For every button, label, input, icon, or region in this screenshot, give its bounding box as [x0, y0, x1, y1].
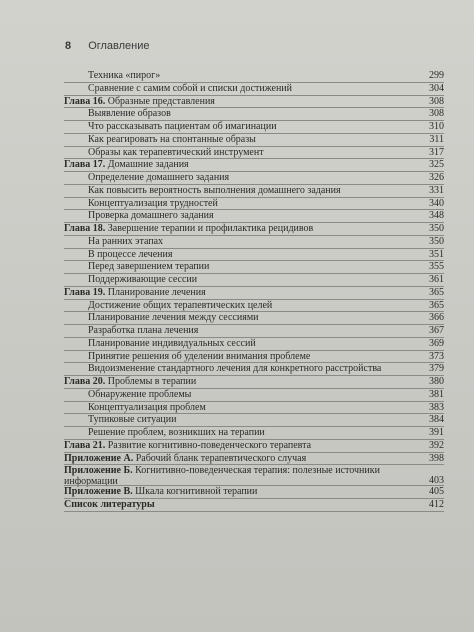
toc-entry-title — [64, 147, 264, 159]
toc-entry-title — [64, 363, 381, 375]
toc-entry-title — [64, 108, 171, 120]
toc-entry-text: Образные представления — [105, 95, 215, 107]
toc-entry-heading: Приложение В. — [64, 486, 133, 498]
toc-entry-text: Выявление образов — [88, 108, 171, 120]
toc-entry-text: Когнитивно-поведенческая терапия: полезные источники информации — [64, 465, 380, 488]
toc-entry-text: Принятие решения об уделении внимания проблеме — [88, 350, 311, 362]
toc-entry — [64, 83, 444, 96]
toc-entry-heading: Глава 21. — [64, 439, 106, 451]
toc-entry-text: Планирование лечения между сессиями — [88, 312, 259, 324]
toc-entry-text: На ранних этапах — [88, 235, 164, 247]
toc-entry-text: Поддерживающие сессии — [88, 274, 198, 285]
toc-entry-page: 373 — [429, 350, 444, 362]
toc-entry-text: Достижение общих терапевтических целей — [88, 299, 273, 311]
toc-entry — [64, 185, 444, 198]
toc-entry-text: Тупиковые ситуации — [88, 414, 177, 426]
toc-entry-title — [64, 376, 196, 388]
toc-entry-page: 310 — [429, 121, 444, 132]
toc-entry — [64, 376, 444, 389]
toc-entry-page: 340 — [429, 197, 444, 209]
toc-entry-page: 367 — [429, 325, 444, 336]
toc-entry-page: 412 — [429, 499, 444, 510]
toc-entry-page: 311 — [429, 133, 444, 145]
toc-entry-page: 304 — [429, 82, 444, 94]
toc-entry-page: 355 — [429, 261, 444, 273]
toc-entry-title — [64, 499, 155, 511]
toc-entry-page: 380 — [429, 376, 444, 387]
toc-entry — [64, 499, 444, 512]
toc-entry-text: Видоизменение стандартного лечения для конкретного расстройства — [88, 363, 382, 375]
toc-entry-text: Развитие когнитивно-поведенческого терапевта — [105, 439, 312, 451]
toc-entry-page: 308 — [429, 108, 444, 120]
toc-entry-heading: Глава 18. — [64, 223, 106, 234]
toc-entry-title — [64, 389, 191, 401]
toc-entry-title — [64, 198, 218, 210]
toc-entry-title — [64, 287, 206, 299]
toc-entry-title — [64, 185, 341, 197]
table-of-contents — [64, 70, 444, 512]
toc-entry — [64, 300, 444, 313]
toc-entry-title — [64, 312, 259, 324]
toc-entry-text: Рабочий бланк терапевтического случая — [133, 452, 307, 464]
toc-entry-page: 391 — [429, 427, 444, 438]
toc-entry — [64, 486, 444, 499]
toc-entry-page: 379 — [429, 363, 444, 375]
toc-entry-title — [64, 172, 229, 184]
toc-entry — [64, 389, 444, 402]
toc-entry-title — [64, 274, 197, 286]
toc-entry — [64, 325, 444, 338]
toc-entry-text: Образы как терапевтический инструмент — [88, 146, 264, 158]
toc-entry-text: Определение домашнего задания — [88, 172, 230, 183]
toc-entry-title — [64, 440, 311, 452]
toc-entry-title — [64, 159, 189, 171]
toc-entry-title — [64, 210, 214, 222]
toc-entry — [64, 147, 444, 160]
toc-entry — [64, 351, 444, 364]
toc-entry-page: 381 — [429, 388, 444, 400]
toc-entry-title — [64, 134, 256, 146]
toc-entry-title — [64, 70, 160, 82]
toc-entry-heading: Приложение Б. — [64, 465, 133, 477]
toc-entry — [64, 261, 444, 274]
toc-entry-text: Концептуализация трудностей — [88, 197, 218, 209]
page-header — [65, 40, 150, 52]
toc-entry-title — [64, 121, 277, 133]
toc-entry-page: 392 — [429, 439, 444, 451]
toc-entry — [64, 440, 444, 453]
page-number: 8 — [65, 40, 72, 52]
toc-entry-text: Обнаружение проблемы — [88, 388, 192, 400]
toc-entry-page: 325 — [429, 159, 444, 171]
toc-entry-text: Планирование лечения — [105, 286, 206, 298]
toc-entry-heading: Глава 19. — [64, 286, 106, 298]
toc-entry-page: 365 — [429, 299, 444, 311]
toc-entry-page: 384 — [429, 414, 444, 426]
toc-entry-title — [64, 236, 163, 248]
toc-entry-title — [64, 351, 310, 363]
toc-entry-text: Шкала когнитивной терапии — [132, 486, 258, 498]
toc-entry — [64, 249, 444, 262]
toc-entry-page: 369 — [429, 337, 444, 349]
toc-entry-page: 308 — [429, 95, 444, 107]
toc-entry-text: Сравнение с самим собой и списки достижений — [88, 82, 292, 94]
toc-entry — [64, 287, 444, 300]
toc-entry — [64, 414, 444, 427]
toc-entry — [64, 312, 444, 325]
toc-entry-page: 317 — [429, 146, 444, 158]
toc-entry-text: Техника «пирог» — [88, 70, 161, 81]
toc-entry-page: 351 — [429, 248, 444, 260]
toc-entry-page: 366 — [429, 312, 444, 324]
toc-entry-page: 398 — [429, 452, 444, 464]
running-title: Оглавление — [88, 40, 150, 52]
toc-entry-title — [64, 325, 198, 337]
toc-entry-title — [64, 83, 292, 95]
toc-entry — [64, 70, 444, 83]
toc-entry — [64, 223, 444, 236]
toc-entry-title — [64, 249, 172, 261]
toc-entry — [64, 159, 444, 172]
toc-entry-page: 348 — [429, 210, 444, 222]
toc-entry-text: В процессе лечения — [88, 248, 173, 260]
toc-entry-title — [64, 96, 215, 108]
toc-entry-page: 350 — [429, 223, 444, 234]
toc-entry-title — [64, 402, 206, 414]
toc-entry — [64, 172, 444, 185]
toc-entry-text: Перед завершением терапии — [88, 261, 210, 273]
toc-entry-page: 326 — [429, 172, 444, 183]
toc-entry — [64, 121, 444, 134]
toc-entry — [64, 427, 444, 440]
toc-entry-title — [64, 465, 394, 487]
toc-entry — [64, 108, 444, 121]
toc-entry-heading: Глава 16. — [64, 95, 106, 107]
toc-entry-page: 365 — [429, 286, 444, 298]
toc-entry-page: 361 — [429, 274, 444, 285]
toc-entry-title — [64, 427, 265, 439]
toc-entry-page: 350 — [429, 235, 444, 247]
toc-entry-text: Планирование индивидуальных сессий — [88, 337, 256, 349]
toc-entry — [64, 210, 444, 223]
toc-entry-text: Что рассказывать пациентам об имагинации — [88, 121, 277, 132]
toc-entry — [64, 198, 444, 211]
toc-entry-text: Как повысить вероятность выполнения домашнего задания — [88, 184, 341, 196]
toc-entry — [64, 402, 444, 415]
toc-entry-heading: Список литературы — [64, 499, 155, 510]
toc-entry — [64, 134, 444, 147]
toc-entry — [64, 96, 444, 109]
toc-entry-heading: Приложение А. — [64, 452, 134, 464]
toc-entry-text: Завершение терапии и профилактика рецидивов — [105, 223, 314, 234]
toc-entry-title — [64, 300, 272, 312]
toc-entry-text: Проблемы в терапии — [105, 376, 197, 387]
toc-entry-text: Решение проблем, возникших на терапии — [88, 427, 265, 438]
toc-entry — [64, 274, 444, 287]
toc-entry-text: Разработка плана лечения — [88, 325, 199, 336]
toc-entry — [64, 453, 444, 466]
toc-entry-text: Концептуализация проблем — [88, 401, 206, 413]
toc-entry-title — [64, 223, 313, 235]
toc-entry-page: 331 — [429, 184, 444, 196]
toc-entry-page: 299 — [429, 70, 444, 81]
toc-entry-title — [64, 453, 306, 465]
toc-entry-page: 383 — [429, 401, 444, 413]
toc-entry-page: 405 — [429, 486, 444, 498]
toc-entry-heading: Глава 20. — [64, 376, 106, 387]
toc-entry — [64, 465, 444, 486]
toc-entry-title — [64, 414, 176, 426]
toc-entry-title — [64, 486, 257, 498]
toc-entry — [64, 236, 444, 249]
toc-entry-title — [64, 261, 209, 273]
toc-entry-page: 403 — [429, 475, 444, 487]
toc-entry-title — [64, 338, 256, 350]
toc-entry — [64, 338, 444, 351]
toc-entry-text: Как реагировать на спонтанные образы — [88, 133, 256, 145]
toc-entry — [64, 363, 444, 376]
toc-entry-text: Домашние задания — [105, 159, 189, 171]
toc-entry-text: Проверка домашнего задания — [88, 210, 214, 222]
toc-entry-heading: Глава 17. — [64, 159, 106, 171]
